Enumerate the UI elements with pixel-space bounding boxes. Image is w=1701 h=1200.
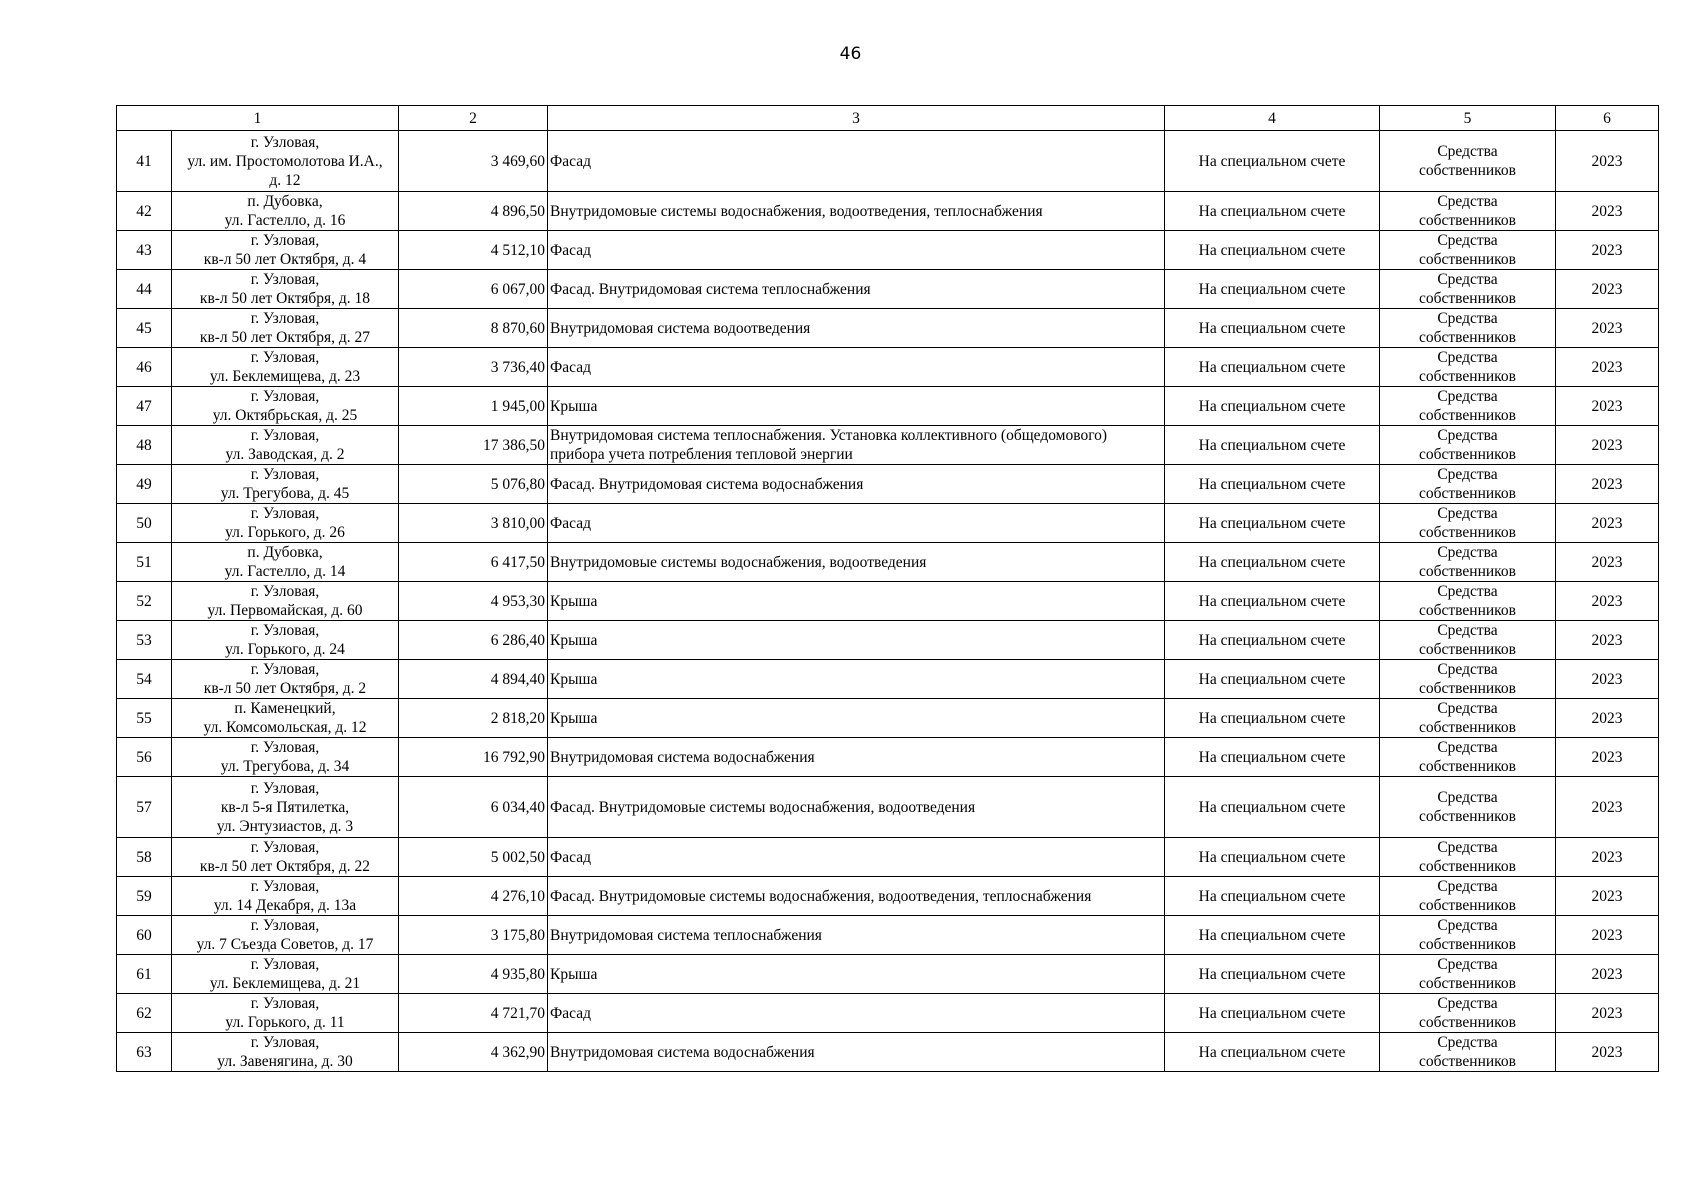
planned-year: 2023 — [1556, 270, 1659, 309]
funding-source-line: собственников — [1419, 858, 1516, 875]
address-line: ул. Октябрьская, д. 25 — [212, 407, 358, 424]
work-type: Крыша — [548, 955, 1165, 994]
table-row — [117, 877, 1659, 916]
fund-formation-method: На специальном счете — [1165, 543, 1380, 582]
area-value: 6 067,00 — [399, 270, 548, 309]
area-value: 6 034,40 — [399, 777, 548, 838]
address-line: кв-л 50 лет Октября, д. 4 — [203, 251, 367, 268]
planned-year: 2023 — [1556, 192, 1659, 231]
fund-formation-method: На специальном счете — [1165, 955, 1380, 994]
address-line: ул. Гастелло, д. 14 — [224, 563, 346, 580]
row-number: 45 — [117, 309, 172, 348]
area-value: 3 175,80 — [399, 916, 548, 955]
row-number: 48 — [117, 426, 172, 465]
table-row — [117, 270, 1659, 309]
funding-source-line: Средства — [1437, 544, 1498, 561]
funding-source-cell — [1380, 699, 1556, 738]
table-row — [117, 543, 1659, 582]
work-type: Крыша — [548, 582, 1165, 621]
row-number: 56 — [117, 738, 172, 777]
row-number: 62 — [117, 994, 172, 1033]
fund-formation-method: На специальном счете — [1165, 699, 1380, 738]
area-value: 2 818,20 — [399, 699, 548, 738]
table-row — [117, 348, 1659, 387]
address-line: г. Узловая, — [250, 995, 320, 1012]
funding-source-cell — [1380, 270, 1556, 309]
funding-source-line: Средства — [1437, 583, 1498, 600]
funding-source-line: собственников — [1419, 212, 1516, 229]
row-number: 44 — [117, 270, 172, 309]
area-value: 4 935,80 — [399, 955, 548, 994]
work-type: Фасад. Внутридомовая система теплоснабжения — [548, 270, 1165, 309]
funding-source-line: собственников — [1419, 680, 1516, 697]
funding-source-cell — [1380, 994, 1556, 1033]
address-line: г. Узловая, — [250, 271, 320, 288]
work-type: Фасад. Внутридомовые системы водоснабжения, водоотведения — [548, 777, 1165, 838]
planned-year: 2023 — [1556, 231, 1659, 270]
funding-source-line: Средства — [1437, 622, 1498, 639]
area-value: 3 469,60 — [399, 131, 548, 192]
address-line: г. Узловая, — [250, 388, 320, 405]
fund-formation-method: На специальном счете — [1165, 348, 1380, 387]
table-row — [117, 426, 1659, 465]
work-type: Фасад — [548, 994, 1165, 1033]
address-cell — [172, 877, 399, 916]
address-line: г. Узловая, — [250, 310, 320, 327]
planned-year: 2023 — [1556, 131, 1659, 192]
column-header-2: 2 — [399, 106, 548, 131]
row-number: 50 — [117, 504, 172, 543]
row-number: 53 — [117, 621, 172, 660]
funding-source-line: Средства — [1437, 661, 1498, 678]
work-type: Фасад — [548, 348, 1165, 387]
work-type: Внутридомовая система теплоснабжения. Установка коллективного (общедомового) прибора учета потребления тепловой энергии — [548, 426, 1165, 465]
area-value: 4 721,70 — [399, 994, 548, 1033]
fund-formation-method: На специальном счете — [1165, 877, 1380, 916]
work-type: Внутридомовая система водоотведения — [548, 309, 1165, 348]
funding-source-cell — [1380, 131, 1556, 192]
address-cell — [172, 465, 399, 504]
address-cell — [172, 777, 399, 838]
funding-source-line: собственников — [1419, 290, 1516, 307]
row-number: 55 — [117, 699, 172, 738]
row-number: 57 — [117, 777, 172, 838]
column-header-5: 5 — [1380, 106, 1556, 131]
address-line: кв-л 50 лет Октября, д. 27 — [199, 329, 371, 346]
funding-source-cell — [1380, 504, 1556, 543]
table-row — [117, 231, 1659, 270]
fund-formation-method: На специальном счете — [1165, 777, 1380, 838]
address-line: ул. Трегубова, д. 45 — [220, 485, 350, 502]
column-number-header — [117, 106, 1659, 131]
funding-source-cell — [1380, 426, 1556, 465]
address-line: г. Узловая, — [250, 956, 320, 973]
row-number: 54 — [117, 660, 172, 699]
funding-source-line: собственников — [1419, 407, 1516, 424]
funding-source-line: Средства — [1437, 739, 1498, 756]
funding-source-line: Средства — [1437, 310, 1498, 327]
table-row — [117, 777, 1659, 838]
funding-source-line: собственников — [1419, 563, 1516, 580]
funding-source-line: собственников — [1419, 719, 1516, 736]
address-cell — [172, 660, 399, 699]
fund-formation-method: На специальном счете — [1165, 838, 1380, 877]
address-line: г. Узловая, — [250, 839, 320, 856]
funding-source-cell — [1380, 838, 1556, 877]
row-number: 49 — [117, 465, 172, 504]
table-row — [117, 955, 1659, 994]
address-line: п. Каменецкий, — [234, 700, 336, 717]
row-number: 60 — [117, 916, 172, 955]
fund-formation-method: На специальном счете — [1165, 582, 1380, 621]
funding-source-line: Средства — [1437, 466, 1498, 483]
funding-source-line: собственников — [1419, 936, 1516, 953]
fund-formation-method: На специальном счете — [1165, 916, 1380, 955]
area-value: 8 870,60 — [399, 309, 548, 348]
address-line: г. Узловая, — [250, 427, 320, 444]
work-type: Крыша — [548, 660, 1165, 699]
funding-source-cell — [1380, 777, 1556, 838]
funding-source-line: Средства — [1437, 143, 1498, 160]
address-line: ул. Беклемищева, д. 21 — [209, 975, 361, 992]
row-number: 43 — [117, 231, 172, 270]
area-value: 4 896,50 — [399, 192, 548, 231]
funding-source-line: собственников — [1419, 524, 1516, 541]
fund-formation-method: На специальном счете — [1165, 1033, 1380, 1072]
funding-source-line: Средства — [1437, 917, 1498, 934]
row-number: 46 — [117, 348, 172, 387]
funding-source-line: собственников — [1419, 602, 1516, 619]
row-number: 42 — [117, 192, 172, 231]
funding-source-line: собственников — [1419, 1014, 1516, 1031]
address-line: ул. Горького, д. 26 — [225, 524, 345, 541]
work-type: Фасад. Внутридомовые системы водоснабжения, водоотведения, теплоснабжения — [548, 877, 1165, 916]
address-line: ул. Энтузиастов, д. 3 — [216, 817, 354, 835]
area-value: 3 810,00 — [399, 504, 548, 543]
address-cell — [172, 699, 399, 738]
address-line: ул. Горького, д. 24 — [225, 641, 345, 658]
fund-formation-method: На специальном счете — [1165, 621, 1380, 660]
funding-source-line: Средства — [1437, 427, 1498, 444]
table-row — [117, 192, 1659, 231]
funding-source-line: собственников — [1419, 758, 1516, 775]
planned-year: 2023 — [1556, 660, 1659, 699]
address-line: кв-л 50 лет Октября, д. 22 — [199, 858, 371, 875]
fund-formation-method: На специальном счете — [1165, 660, 1380, 699]
planned-year: 2023 — [1556, 621, 1659, 660]
planned-year: 2023 — [1556, 994, 1659, 1033]
address-cell — [172, 131, 399, 192]
funding-source-line: собственников — [1419, 368, 1516, 385]
work-type: Фасад — [548, 131, 1165, 192]
funding-source-line: Средства — [1437, 839, 1498, 856]
page-number: 46 — [839, 44, 862, 64]
address-cell — [172, 1033, 399, 1072]
table-row — [117, 838, 1659, 877]
address-cell — [172, 994, 399, 1033]
funding-source-cell — [1380, 738, 1556, 777]
funding-source-cell — [1380, 387, 1556, 426]
funding-source-line: собственников — [1419, 251, 1516, 268]
planned-year: 2023 — [1556, 543, 1659, 582]
table-row — [117, 916, 1659, 955]
address-line: кв-л 50 лет Октября, д. 2 — [203, 680, 367, 697]
address-line: ул. Первомайская, д. 60 — [207, 602, 363, 619]
work-type: Фасад — [548, 838, 1165, 877]
address-cell — [172, 955, 399, 994]
funding-source-cell — [1380, 877, 1556, 916]
row-number: 51 — [117, 543, 172, 582]
address-line: ул. Трегубова, д. 34 — [220, 758, 350, 775]
address-cell — [172, 309, 399, 348]
funding-source-cell — [1380, 660, 1556, 699]
address-cell — [172, 838, 399, 877]
funding-source-line: Средства — [1437, 789, 1498, 806]
fund-formation-method: На специальном счете — [1165, 387, 1380, 426]
funding-source-line: собственников — [1419, 641, 1516, 658]
area-value: 5 002,50 — [399, 838, 548, 877]
funding-source-cell — [1380, 621, 1556, 660]
address-cell — [172, 387, 399, 426]
address-line: ул. Заводская, д. 2 — [225, 446, 345, 463]
address-cell — [172, 621, 399, 660]
row-number: 61 — [117, 955, 172, 994]
work-type: Крыша — [548, 699, 1165, 738]
table-row — [117, 738, 1659, 777]
planned-year: 2023 — [1556, 426, 1659, 465]
area-value: 17 386,50 — [399, 426, 548, 465]
row-number: 41 — [117, 131, 172, 192]
planned-year: 2023 — [1556, 387, 1659, 426]
funding-source-line: Средства — [1437, 505, 1498, 522]
planned-year: 2023 — [1556, 465, 1659, 504]
column-header-3: 3 — [548, 106, 1165, 131]
address-line: кв-л 5-я Пятилетка, — [220, 798, 350, 816]
address-cell — [172, 192, 399, 231]
area-value: 4 362,90 — [399, 1033, 548, 1072]
area-value: 5 076,80 — [399, 465, 548, 504]
address-line: ул. им. Простомолотова И.А., — [187, 152, 383, 170]
column-header-6: 6 — [1556, 106, 1659, 131]
table-row — [117, 582, 1659, 621]
funding-source-line: Средства — [1437, 232, 1498, 249]
address-line: п. Дубовка, — [247, 193, 323, 210]
address-line: г. Узловая, — [250, 878, 320, 895]
funding-source-cell — [1380, 916, 1556, 955]
table-row — [117, 131, 1659, 192]
address-line: г. Узловая, — [250, 505, 320, 522]
planned-year: 2023 — [1556, 877, 1659, 916]
fund-formation-method: На специальном счете — [1165, 309, 1380, 348]
area-value: 16 792,90 — [399, 738, 548, 777]
address-cell — [172, 738, 399, 777]
planned-year: 2023 — [1556, 504, 1659, 543]
funding-source-cell — [1380, 955, 1556, 994]
planned-year: 2023 — [1556, 838, 1659, 877]
funding-source-line: Средства — [1437, 956, 1498, 973]
funding-source-line: Средства — [1437, 878, 1498, 895]
fund-formation-method: На специальном счете — [1165, 426, 1380, 465]
address-cell — [172, 582, 399, 621]
address-cell — [172, 426, 399, 465]
work-type: Фасад — [548, 231, 1165, 270]
work-type: Крыша — [548, 387, 1165, 426]
table-row — [117, 1033, 1659, 1072]
planned-year: 2023 — [1556, 738, 1659, 777]
row-number: 47 — [117, 387, 172, 426]
funding-source-line: Средства — [1437, 388, 1498, 405]
funding-source-line: Средства — [1437, 700, 1498, 717]
funding-source-cell — [1380, 582, 1556, 621]
address-cell — [172, 916, 399, 955]
work-type: Внутридомовая система водоснабжения — [548, 738, 1165, 777]
address-line: ул. Горького, д. 11 — [225, 1014, 345, 1031]
fund-formation-method: На специальном счете — [1165, 192, 1380, 231]
fund-formation-method: На специальном счете — [1165, 504, 1380, 543]
address-line: ул. 7 Съезда Советов, д. 17 — [196, 936, 374, 953]
area-value: 4 512,10 — [399, 231, 548, 270]
fund-formation-method: На специальном счете — [1165, 465, 1380, 504]
address-line: ул. Завенягина, д. 30 — [217, 1053, 353, 1070]
work-type: Внутридомовые системы водоснабжения, водоотведения — [548, 543, 1165, 582]
funding-source-cell — [1380, 465, 1556, 504]
column-header-1: 1 — [117, 106, 399, 131]
planned-year: 2023 — [1556, 309, 1659, 348]
table-row — [117, 621, 1659, 660]
funding-source-line: Средства — [1437, 193, 1498, 210]
table-row — [117, 504, 1659, 543]
fund-formation-method: На специальном счете — [1165, 231, 1380, 270]
work-type: Внутридомовая система теплоснабжения — [548, 916, 1165, 955]
planned-year: 2023 — [1556, 582, 1659, 621]
funding-source-line: собственников — [1419, 1053, 1516, 1070]
table-row — [117, 699, 1659, 738]
address-line: ул. 14 Декабря, д. 13а — [213, 897, 357, 914]
area-value: 4 894,40 — [399, 660, 548, 699]
work-type: Внутридомовые системы водоснабжения, водоотведения, теплоснабжения — [548, 192, 1165, 231]
address-line: ул. Беклемищева, д. 23 — [209, 368, 361, 385]
address-line: ул. Комсомольская, д. 12 — [203, 719, 367, 736]
address-cell — [172, 348, 399, 387]
funding-source-cell — [1380, 231, 1556, 270]
address-line: д. 12 — [269, 171, 301, 189]
planned-year: 2023 — [1556, 1033, 1659, 1072]
table-row — [117, 387, 1659, 426]
funding-source-cell — [1380, 192, 1556, 231]
address-line: ул. Гастелло, д. 16 — [224, 212, 346, 229]
address-line: г. Узловая, — [250, 466, 320, 483]
work-type: Крыша — [548, 621, 1165, 660]
funding-source-line: собственников — [1419, 162, 1516, 179]
funding-source-cell — [1380, 348, 1556, 387]
address-line: г. Узловая, — [250, 779, 320, 797]
fund-formation-method: На специальном счете — [1165, 270, 1380, 309]
area-value: 1 945,00 — [399, 387, 548, 426]
planned-year: 2023 — [1556, 777, 1659, 838]
funding-source-cell — [1380, 309, 1556, 348]
address-line: г. Узловая, — [250, 232, 320, 249]
address-cell — [172, 504, 399, 543]
area-value: 4 953,30 — [399, 582, 548, 621]
funding-source-line: собственников — [1419, 808, 1516, 825]
column-header-4: 4 — [1165, 106, 1380, 131]
funding-source-line: собственников — [1419, 485, 1516, 502]
funding-source-line: собственников — [1419, 329, 1516, 346]
address-cell — [172, 543, 399, 582]
funding-source-line: Средства — [1437, 1034, 1498, 1051]
work-type: Внутридомовая система водоснабжения — [548, 1033, 1165, 1072]
fund-formation-method: На специальном счете — [1165, 738, 1380, 777]
address-line: г. Узловая, — [250, 622, 320, 639]
table-row — [117, 660, 1659, 699]
capital-repair-table — [116, 105, 1659, 1072]
planned-year: 2023 — [1556, 916, 1659, 955]
fund-formation-method: На специальном счете — [1165, 131, 1380, 192]
area-value: 4 276,10 — [399, 877, 548, 916]
funding-source-line: Средства — [1437, 271, 1498, 288]
table-row — [117, 465, 1659, 504]
planned-year: 2023 — [1556, 348, 1659, 387]
address-line: п. Дубовка, — [247, 544, 323, 561]
address-line: г. Узловая, — [250, 349, 320, 366]
address-line: г. Узловая, — [250, 133, 320, 151]
address-line: кв-л 50 лет Октября, д. 18 — [199, 290, 371, 307]
planned-year: 2023 — [1556, 699, 1659, 738]
row-number: 52 — [117, 582, 172, 621]
fund-formation-method: На специальном счете — [1165, 994, 1380, 1033]
row-number: 59 — [117, 877, 172, 916]
address-line: г. Узловая, — [250, 661, 320, 678]
funding-source-line: Средства — [1437, 995, 1498, 1012]
address-cell — [172, 231, 399, 270]
address-line: г. Узловая, — [250, 1034, 320, 1051]
area-value: 6 286,40 — [399, 621, 548, 660]
planned-year: 2023 — [1556, 955, 1659, 994]
funding-source-cell — [1380, 543, 1556, 582]
funding-source-line: Средства — [1437, 349, 1498, 366]
work-type: Фасад. Внутридомовая система водоснабжения — [548, 465, 1165, 504]
address-cell — [172, 270, 399, 309]
funding-source-line: собственников — [1419, 446, 1516, 463]
table-row — [117, 994, 1659, 1033]
funding-source-line: собственников — [1419, 975, 1516, 992]
address-line: г. Узловая, — [250, 917, 320, 934]
row-number: 63 — [117, 1033, 172, 1072]
work-type: Фасад — [548, 504, 1165, 543]
table-row — [117, 309, 1659, 348]
row-number: 58 — [117, 838, 172, 877]
address-line: г. Узловая, — [250, 739, 320, 756]
address-line: г. Узловая, — [250, 583, 320, 600]
funding-source-cell — [1380, 1033, 1556, 1072]
area-value: 6 417,50 — [399, 543, 548, 582]
area-value: 3 736,40 — [399, 348, 548, 387]
funding-source-line: собственников — [1419, 897, 1516, 914]
